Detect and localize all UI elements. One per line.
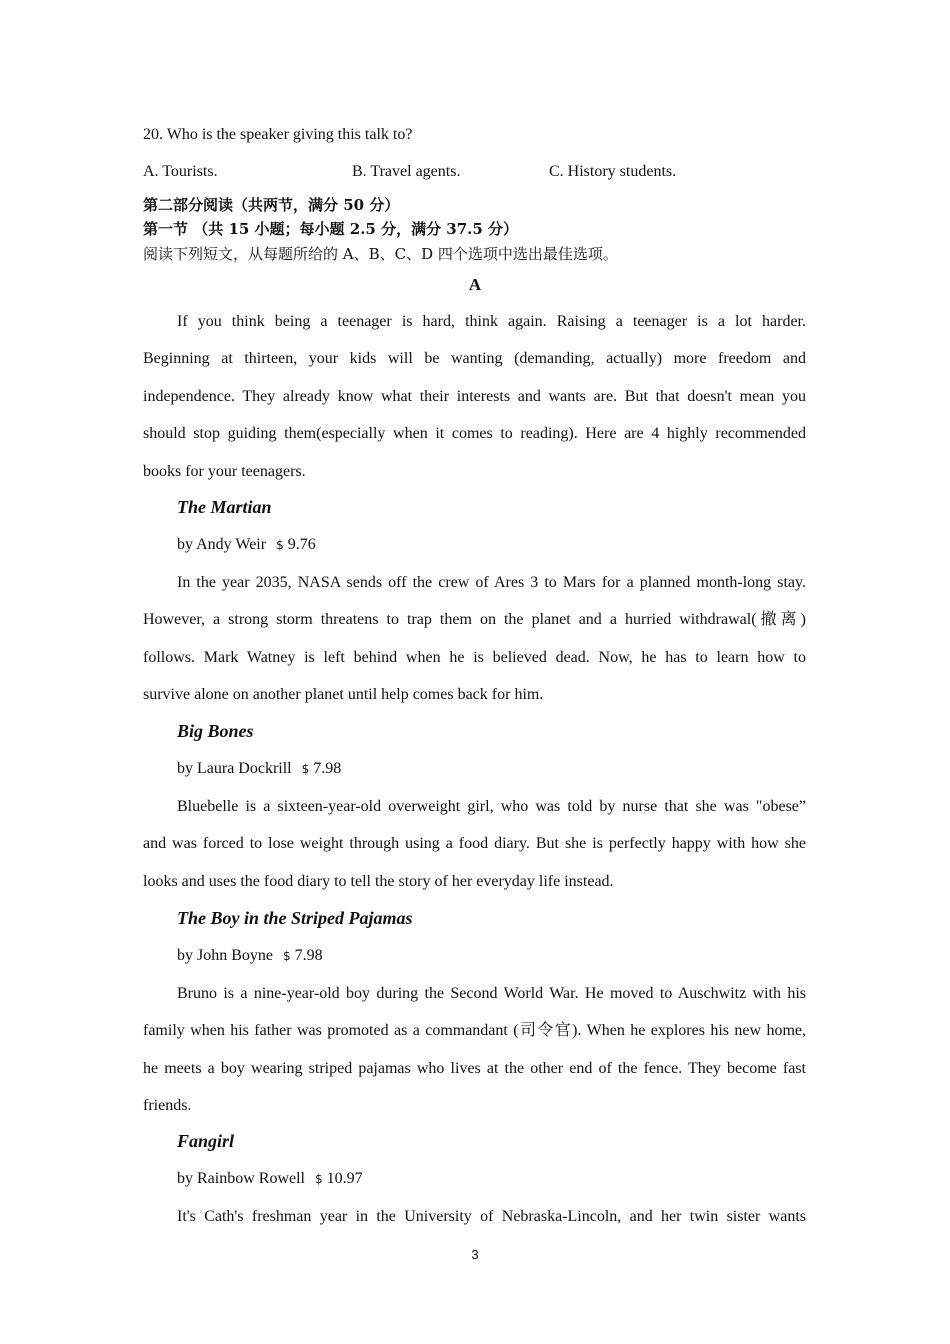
intro-line: If you think being a teenager is hard, think again. Raising a teenager is a lot harder. bbox=[177, 313, 806, 330]
book-title: Fangirl bbox=[177, 1131, 235, 1151]
book-price: 10.97 bbox=[326, 1170, 363, 1187]
description-line: survive alone on another planet until help comes back for him. bbox=[143, 686, 544, 704]
book-byline bbox=[177, 536, 316, 554]
option-c: C. History students. bbox=[549, 163, 677, 180]
description-line: In the year 2035, NASA sends off the crew of Ares 3 to Mars for a planned month-long stay. bbox=[177, 574, 806, 591]
section-one-title: 第一节 （共 15 小题；每小题 2.5 分，满分 37.5 分） bbox=[143, 220, 519, 238]
passage-label: A bbox=[468, 275, 482, 294]
description-line: follows. Mark Watney is left behind when he is believed dead. Now, he has to learn how to bbox=[143, 648, 806, 666]
question-stem: 20. Who is the speaker giving this talk to? bbox=[143, 126, 413, 143]
intro-line: independence. They already know what their interests and wants are. But that doesn't mean you bbox=[143, 387, 806, 405]
intro-line: should stop guiding them(especially when it comes to reading). Here are 4 highly recommended bbox=[143, 425, 806, 443]
book-byline bbox=[177, 947, 323, 965]
part-two-title: 第二部分阅读（共两节，满分 50 分） bbox=[143, 196, 400, 214]
description-line: It's Cath's freshman year in the University of Nebraska-Lincoln, and her twin sister wants bbox=[177, 1208, 806, 1225]
dollar-icon: $ bbox=[276, 538, 284, 552]
description-line: Bruno is a nine-year-old boy during the Second World War. He moved to Auschwitz with his bbox=[177, 985, 806, 1002]
option-a: A. Tourists. bbox=[143, 163, 218, 180]
book-price: 9.76 bbox=[287, 536, 316, 553]
intro-paragraph bbox=[143, 303, 806, 490]
reading-instructions: 阅读下列短文，从每题所给的 A、B、C、D 四个选项中选出最佳选项。 bbox=[143, 245, 618, 263]
book-author: by Rainbow Rowell bbox=[177, 1170, 305, 1187]
book-title: The Boy in the Striped Pajamas bbox=[177, 908, 413, 928]
option-b: B. Travel agents. bbox=[352, 163, 461, 180]
book-description bbox=[143, 1198, 806, 1235]
book-description bbox=[143, 975, 806, 1125]
description-line: However, a strong storm threatens to trap them on the planet and a hurried withdrawal(撤离) bbox=[143, 611, 806, 629]
dollar-icon: $ bbox=[283, 949, 291, 963]
book-title: Big Bones bbox=[177, 721, 254, 741]
dollar-icon: $ bbox=[301, 762, 310, 776]
book-price: 7.98 bbox=[313, 760, 342, 777]
intro-line: books for your teenagers. bbox=[143, 462, 306, 480]
book-byline bbox=[177, 760, 341, 778]
description-line: he meets a boy wearing striped pajamas who lives at the other end of the fence. They become fast bbox=[143, 1059, 806, 1077]
description-line: family when his father was promoted as a commandant (司令官). When he explores his new home, bbox=[143, 1022, 806, 1040]
book-byline bbox=[177, 1170, 363, 1188]
description-line: and was forced to lose weight through using a food diary. But she is perfectly happy with how she bbox=[143, 835, 806, 853]
book-author: by Andy Weir bbox=[177, 536, 267, 553]
book-author: by Laura Dockrill bbox=[177, 760, 292, 777]
description-line: looks and uses the food diary to tell the story of her everyday life instead. bbox=[143, 872, 614, 890]
book-price: 7.98 bbox=[294, 947, 323, 964]
intro-line: Beginning at thirteen, your kids will be wanting (demanding, actually) more freedom and bbox=[143, 350, 806, 368]
book-title: The Martian bbox=[177, 497, 272, 517]
book-description bbox=[143, 788, 806, 900]
description-line: Bluebelle is a sixteen-year-old overweight girl, who was told by nurse that she was "obese” bbox=[177, 798, 806, 815]
dollar-icon: $ bbox=[315, 1172, 323, 1186]
book-description bbox=[143, 564, 806, 714]
description-line: friends. bbox=[143, 1097, 192, 1115]
page-number: 3 bbox=[471, 1247, 479, 1262]
book-author: by John Boyne bbox=[177, 947, 273, 964]
